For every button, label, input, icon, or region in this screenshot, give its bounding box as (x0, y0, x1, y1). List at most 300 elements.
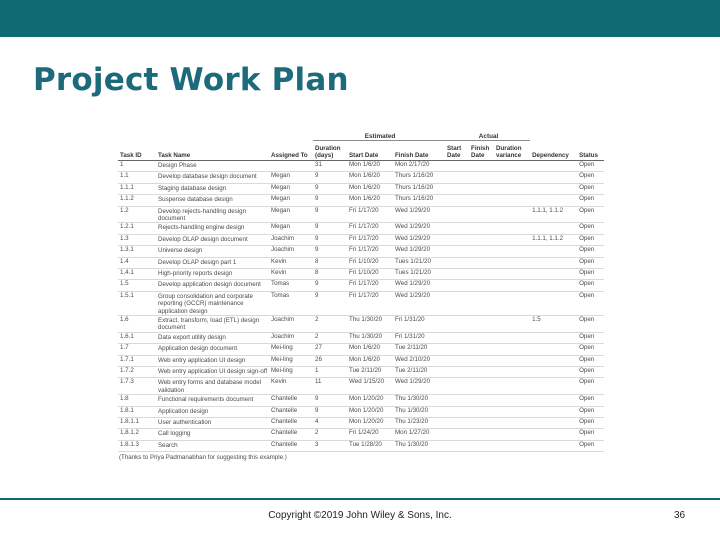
cell-actual-finish (469, 355, 494, 366)
table-row (118, 257, 604, 268)
cell-actual-finish (469, 246, 494, 257)
cell-actual-start (445, 172, 469, 183)
cell-actual-finish (469, 395, 494, 406)
cell-actual-finish (469, 257, 494, 268)
cell-duration-variance (494, 161, 530, 172)
cell-actual-start (445, 291, 469, 315)
table-row (118, 291, 604, 315)
cell-task-id: 1.6.1 (118, 332, 156, 343)
cell-duration-variance (494, 172, 530, 183)
cell-start-date: Mon 1/20/20 (347, 406, 393, 417)
cell-assigned-to: Tomas (269, 280, 313, 291)
cell-assigned-to: Chantelle (269, 440, 313, 451)
cell-actual-start (445, 395, 469, 406)
cell-actual-finish (469, 195, 494, 206)
cell-task-id: 1.7 (118, 344, 156, 355)
cell-finish-date: Tue 2/11/20 (393, 366, 445, 377)
cell-task-name: Extract, transform, load (ETL) design document (156, 315, 269, 332)
cell-finish-date: Wed 1/29/20 (393, 223, 445, 234)
cell-status: Open (577, 378, 604, 395)
cell-assigned-to: Chantelle (269, 406, 313, 417)
cell-task-name: Web entry forms and database model validation (156, 378, 269, 395)
cell-status: Open (577, 355, 604, 366)
cell-task-name: Application design (156, 406, 269, 417)
cell-actual-finish (469, 440, 494, 451)
cell-actual-start (445, 344, 469, 355)
cell-start-date: Mon 1/20/20 (347, 417, 393, 428)
cell-start-date: Thu 1/30/20 (347, 332, 393, 343)
cell-task-id: 1.5.1 (118, 291, 156, 315)
cell-dependency (530, 183, 577, 194)
cell-task-id: 1.3 (118, 234, 156, 245)
slide-page-number: 36 (674, 510, 686, 521)
cell-start-date: Tue 1/28/20 (347, 440, 393, 451)
cell-duration-variance (494, 268, 530, 279)
cell-duration: 9 (313, 183, 347, 194)
cell-dependency: 1.1.1, 1.1.2 (530, 206, 577, 223)
cell-assigned-to: Mei-ling (269, 344, 313, 355)
cell-task-id: 1.1.2 (118, 195, 156, 206)
cell-duration: 31 (313, 161, 347, 172)
cell-actual-start (445, 246, 469, 257)
cell-start-date: Mon 1/6/20 (347, 183, 393, 194)
cell-duration-variance (494, 344, 530, 355)
cell-status: Open (577, 206, 604, 223)
cell-duration-variance (494, 291, 530, 315)
table-column-header-row (118, 141, 604, 161)
cell-status: Open (577, 291, 604, 315)
cell-finish-date: Tues 1/21/20 (393, 268, 445, 279)
slide-title: Project Work Plan (33, 62, 349, 98)
cell-task-id: 1.4.1 (118, 268, 156, 279)
cell-actual-start (445, 315, 469, 332)
cell-actual-finish (469, 315, 494, 332)
cell-task-name: Develop OLAP design document (156, 234, 269, 245)
cell-duration-variance (494, 246, 530, 257)
cell-start-date: Thu 1/30/20 (347, 315, 393, 332)
cell-status: Open (577, 429, 604, 440)
cell-dependency (530, 440, 577, 451)
table-row (118, 223, 604, 234)
cell-task-id: 1.6 (118, 315, 156, 332)
cell-duration-variance (494, 195, 530, 206)
cell-dependency (530, 378, 577, 395)
cell-start-date: Mon 1/6/20 (347, 344, 393, 355)
col-header-start-date: Start Date (347, 141, 393, 161)
cell-assigned-to: Kevin (269, 257, 313, 268)
cell-status: Open (577, 366, 604, 377)
cell-actual-finish (469, 406, 494, 417)
cell-duration-variance (494, 315, 530, 332)
cell-actual-finish (469, 344, 494, 355)
table-row (118, 344, 604, 355)
cell-actual-finish (469, 234, 494, 245)
cell-status: Open (577, 161, 604, 172)
cell-task-name: Staging database design (156, 183, 269, 194)
cell-actual-start (445, 223, 469, 234)
cell-actual-finish (469, 429, 494, 440)
table-row (118, 161, 604, 172)
cell-status: Open (577, 440, 604, 451)
cell-duration-variance (494, 417, 530, 428)
cell-actual-start (445, 366, 469, 377)
cell-start-date: Mon 1/6/20 (347, 195, 393, 206)
table-row (118, 268, 604, 279)
cell-start-date: Mon 1/6/20 (347, 161, 393, 172)
cell-finish-date: Tue 2/11/20 (393, 344, 445, 355)
cell-task-id: 1.8.1.2 (118, 429, 156, 440)
table-body (118, 161, 604, 452)
table-row (118, 417, 604, 428)
cell-task-name: Application design document (156, 344, 269, 355)
cell-finish-date: Mon 1/27/20 (393, 429, 445, 440)
table-row (118, 378, 604, 395)
cell-status: Open (577, 195, 604, 206)
cell-duration: 2 (313, 429, 347, 440)
cell-dependency (530, 161, 577, 172)
cell-finish-date: Wed 1/29/20 (393, 246, 445, 257)
table-row (118, 206, 604, 223)
cell-duration: 9 (313, 223, 347, 234)
cell-dependency (530, 417, 577, 428)
col-header-duration: Duration (days) (313, 141, 347, 161)
cell-dependency (530, 291, 577, 315)
cell-duration: 26 (313, 355, 347, 366)
cell-task-id: 1.1.1 (118, 183, 156, 194)
cell-finish-date: Wed 1/29/20 (393, 206, 445, 223)
table-row (118, 395, 604, 406)
cell-task-id: 1.7.3 (118, 378, 156, 395)
cell-actual-start (445, 183, 469, 194)
col-header-assigned-to: Assigned To (269, 141, 313, 161)
cell-start-date: Fri 1/17/20 (347, 291, 393, 315)
cell-duration-variance (494, 378, 530, 395)
cell-status: Open (577, 172, 604, 183)
cell-status: Open (577, 246, 604, 257)
col-header-task-id: Task ID (118, 141, 156, 161)
cell-task-id: 1.1 (118, 172, 156, 183)
table-group-header-row (118, 129, 604, 141)
cell-start-date: Fri 1/17/20 (347, 206, 393, 223)
cell-actual-finish (469, 223, 494, 234)
cell-duration: 9 (313, 395, 347, 406)
cell-duration-variance (494, 429, 530, 440)
cell-assigned-to: Megan (269, 183, 313, 194)
col-header-actual-start-date: Start Date (445, 141, 469, 161)
cell-task-id: 1.8.1.3 (118, 440, 156, 451)
cell-dependency (530, 195, 577, 206)
cell-assigned-to: Megan (269, 206, 313, 223)
cell-finish-date: Thurs 1/16/20 (393, 183, 445, 194)
cell-actual-start (445, 429, 469, 440)
cell-finish-date: Wed 1/29/20 (393, 291, 445, 315)
cell-actual-start (445, 257, 469, 268)
cell-finish-date: Fri 1/31/20 (393, 332, 445, 343)
cell-actual-start (445, 378, 469, 395)
cell-task-name: Call logging (156, 429, 269, 440)
cell-duration: 2 (313, 315, 347, 332)
footer-divider (0, 498, 720, 500)
cell-start-date: Fri 1/10/20 (347, 257, 393, 268)
cell-task-id: 1.8.1 (118, 406, 156, 417)
footer-copyright: Copyright ©2019 John Wiley & Sons, Inc. (268, 510, 452, 521)
cell-finish-date: Fri 1/31/20 (393, 315, 445, 332)
cell-duration-variance (494, 406, 530, 417)
cell-task-id: 1.5 (118, 280, 156, 291)
cell-duration-variance (494, 440, 530, 451)
cell-status: Open (577, 223, 604, 234)
cell-status: Open (577, 234, 604, 245)
cell-assigned-to: Megan (269, 172, 313, 183)
cell-actual-start (445, 195, 469, 206)
cell-dependency (530, 429, 577, 440)
cell-actual-start (445, 355, 469, 366)
cell-actual-finish (469, 417, 494, 428)
table-row (118, 355, 604, 366)
cell-finish-date: Thu 1/30/20 (393, 440, 445, 451)
cell-task-id: 1.2.1 (118, 223, 156, 234)
cell-assigned-to: Joachim (269, 315, 313, 332)
cell-duration-variance (494, 257, 530, 268)
table-row (118, 332, 604, 343)
cell-actual-start (445, 280, 469, 291)
cell-actual-finish (469, 291, 494, 315)
cell-duration-variance (494, 234, 530, 245)
cell-task-name: Web entry application UI design sign-off (156, 366, 269, 377)
table-row (118, 172, 604, 183)
col-header-status: Status (577, 141, 604, 161)
work-plan-table-figure (118, 129, 604, 461)
col-header-actual-finish-date: Finish Date (469, 141, 494, 161)
cell-dependency: 1.1.1, 1.1.2 (530, 234, 577, 245)
cell-start-date: Fri 1/10/20 (347, 268, 393, 279)
cell-status: Open (577, 315, 604, 332)
cell-duration: 3 (313, 440, 347, 451)
cell-duration-variance (494, 206, 530, 223)
cell-start-date: Mon 1/6/20 (347, 172, 393, 183)
cell-assigned-to (269, 161, 313, 172)
table-row (118, 440, 604, 451)
cell-status: Open (577, 183, 604, 194)
cell-start-date: Fri 1/17/20 (347, 246, 393, 257)
cell-duration-variance (494, 280, 530, 291)
cell-actual-finish (469, 172, 494, 183)
cell-duration-variance (494, 332, 530, 343)
cell-task-id: 1.8.1.1 (118, 417, 156, 428)
cell-task-id: 1.7.1 (118, 355, 156, 366)
cell-dependency (530, 406, 577, 417)
cell-task-id: 1.8 (118, 395, 156, 406)
cell-actual-finish (469, 183, 494, 194)
cell-duration: 9 (313, 206, 347, 223)
cell-finish-date: Thu 1/30/20 (393, 395, 445, 406)
cell-status: Open (577, 257, 604, 268)
col-header-duration-variance: Duration variance (494, 141, 530, 161)
cell-actual-finish (469, 366, 494, 377)
cell-task-id: 1.7.2 (118, 366, 156, 377)
cell-status: Open (577, 332, 604, 343)
cell-dependency (530, 268, 577, 279)
cell-task-name: User authentication (156, 417, 269, 428)
cell-duration: 9 (313, 234, 347, 245)
cell-assigned-to: Kevin (269, 268, 313, 279)
cell-assigned-to: Tomas (269, 291, 313, 315)
table-row (118, 366, 604, 377)
cell-duration: 1 (313, 366, 347, 377)
cell-assigned-to: Megan (269, 223, 313, 234)
cell-status: Open (577, 395, 604, 406)
cell-assigned-to: Megan (269, 195, 313, 206)
cell-actual-finish (469, 378, 494, 395)
cell-task-name: Develop application design document (156, 280, 269, 291)
cell-duration: 27 (313, 344, 347, 355)
cell-status: Open (577, 268, 604, 279)
cell-dependency (530, 172, 577, 183)
cell-status: Open (577, 406, 604, 417)
cell-start-date: Mon 1/6/20 (347, 355, 393, 366)
cell-actual-start (445, 268, 469, 279)
col-header-dependency: Dependency (530, 141, 577, 161)
col-header-task-name: Task Name (156, 141, 269, 161)
cell-finish-date: Wed 1/29/20 (393, 280, 445, 291)
cell-start-date: Fri 1/24/20 (347, 429, 393, 440)
cell-duration: 9 (313, 195, 347, 206)
cell-duration-variance (494, 223, 530, 234)
cell-task-id: 1.2 (118, 206, 156, 223)
cell-task-name: Suspense database design (156, 195, 269, 206)
cell-assigned-to: Kevin (269, 378, 313, 395)
cell-assigned-to: Joachim (269, 234, 313, 245)
cell-dependency (530, 344, 577, 355)
cell-start-date: Mon 1/20/20 (347, 395, 393, 406)
cell-task-name: Develop OLAP design part 1 (156, 257, 269, 268)
cell-dependency (530, 366, 577, 377)
cell-assigned-to: Mei-ling (269, 355, 313, 366)
cell-dependency (530, 395, 577, 406)
cell-actual-start (445, 406, 469, 417)
cell-task-name: Develop rejects-handling design document (156, 206, 269, 223)
cell-finish-date: Tues 1/21/20 (393, 257, 445, 268)
cell-duration-variance (494, 183, 530, 194)
cell-duration: 9 (313, 406, 347, 417)
table-row (118, 315, 604, 332)
cell-dependency (530, 280, 577, 291)
cell-duration: 9 (313, 291, 347, 315)
table-row (118, 280, 604, 291)
cell-task-id: 1.3.1 (118, 246, 156, 257)
cell-task-name: Rejects-handling engine design (156, 223, 269, 234)
cell-finish-date: Wed 1/29/20 (393, 234, 445, 245)
col-header-finish-date: Finish Date (393, 141, 445, 161)
cell-actual-start (445, 440, 469, 451)
cell-duration: 8 (313, 257, 347, 268)
cell-task-name: Group consolidation and corporate reporting (GCCR) maintenance application design (156, 291, 269, 315)
cell-finish-date: Thu 1/23/20 (393, 417, 445, 428)
cell-assigned-to: Chantelle (269, 417, 313, 428)
cell-status: Open (577, 280, 604, 291)
table-row (118, 406, 604, 417)
cell-task-name: Universe design (156, 246, 269, 257)
cell-actual-finish (469, 161, 494, 172)
cell-status: Open (577, 344, 604, 355)
group-estimated-label: Estimated (313, 129, 445, 141)
cell-actual-finish (469, 206, 494, 223)
cell-task-name: Functional requirements document (156, 395, 269, 406)
cell-actual-finish (469, 280, 494, 291)
cell-actual-start (445, 234, 469, 245)
cell-start-date: Tue 2/11/20 (347, 366, 393, 377)
cell-assigned-to: Mei-ling (269, 366, 313, 377)
cell-actual-start (445, 206, 469, 223)
table-footnote: (Thanks to Priya Padmanabhan for suggesting this example.) (119, 454, 287, 462)
cell-duration: 9 (313, 172, 347, 183)
table-row (118, 183, 604, 194)
cell-finish-date: Thu 1/30/20 (393, 406, 445, 417)
cell-duration: 8 (313, 268, 347, 279)
group-actual-label: Actual (445, 129, 530, 141)
cell-duration: 2 (313, 332, 347, 343)
cell-assigned-to: Chantelle (269, 429, 313, 440)
cell-actual-start (445, 332, 469, 343)
table-row (118, 246, 604, 257)
cell-duration-variance (494, 355, 530, 366)
cell-dependency (530, 223, 577, 234)
cell-start-date: Fri 1/17/20 (347, 223, 393, 234)
cell-dependency (530, 355, 577, 366)
cell-status: Open (577, 417, 604, 428)
work-plan-table (118, 129, 604, 452)
cell-finish-date: Thurs 1/16/20 (393, 195, 445, 206)
cell-dependency (530, 332, 577, 343)
cell-task-name: High-priority reports design (156, 268, 269, 279)
cell-start-date: Fri 1/17/20 (347, 234, 393, 245)
cell-duration-variance (494, 366, 530, 377)
cell-finish-date: Thurs 1/16/20 (393, 172, 445, 183)
cell-task-name: Web entry application UI design (156, 355, 269, 366)
cell-dependency (530, 257, 577, 268)
cell-task-name: Data export utility design (156, 332, 269, 343)
cell-duration-variance (494, 395, 530, 406)
table-row (118, 234, 604, 245)
cell-task-id: 1.4 (118, 257, 156, 268)
cell-task-name: Develop database design document (156, 172, 269, 183)
cell-actual-finish (469, 268, 494, 279)
cell-assigned-to: Joachim (269, 332, 313, 343)
cell-assigned-to: Joachim (269, 246, 313, 257)
table-row (118, 429, 604, 440)
table-row (118, 195, 604, 206)
cell-duration: 11 (313, 378, 347, 395)
cell-dependency: 1.5 (530, 315, 577, 332)
cell-actual-start (445, 161, 469, 172)
cell-dependency (530, 246, 577, 257)
header-accent-bar (0, 0, 720, 37)
cell-assigned-to: Chantelle (269, 395, 313, 406)
cell-task-name: Search (156, 440, 269, 451)
cell-task-id: 1 (118, 161, 156, 172)
cell-actual-start (445, 417, 469, 428)
cell-start-date: Wed 1/15/20 (347, 378, 393, 395)
cell-start-date: Fri 1/17/20 (347, 280, 393, 291)
cell-duration: 9 (313, 280, 347, 291)
cell-finish-date: Mon 2/17/20 (393, 161, 445, 172)
cell-duration: 4 (313, 417, 347, 428)
cell-finish-date: Wed 1/29/20 (393, 378, 445, 395)
cell-task-name: Design Phase (156, 161, 269, 172)
cell-duration: 9 (313, 246, 347, 257)
cell-finish-date: Wed 2/10/20 (393, 355, 445, 366)
cell-actual-finish (469, 332, 494, 343)
